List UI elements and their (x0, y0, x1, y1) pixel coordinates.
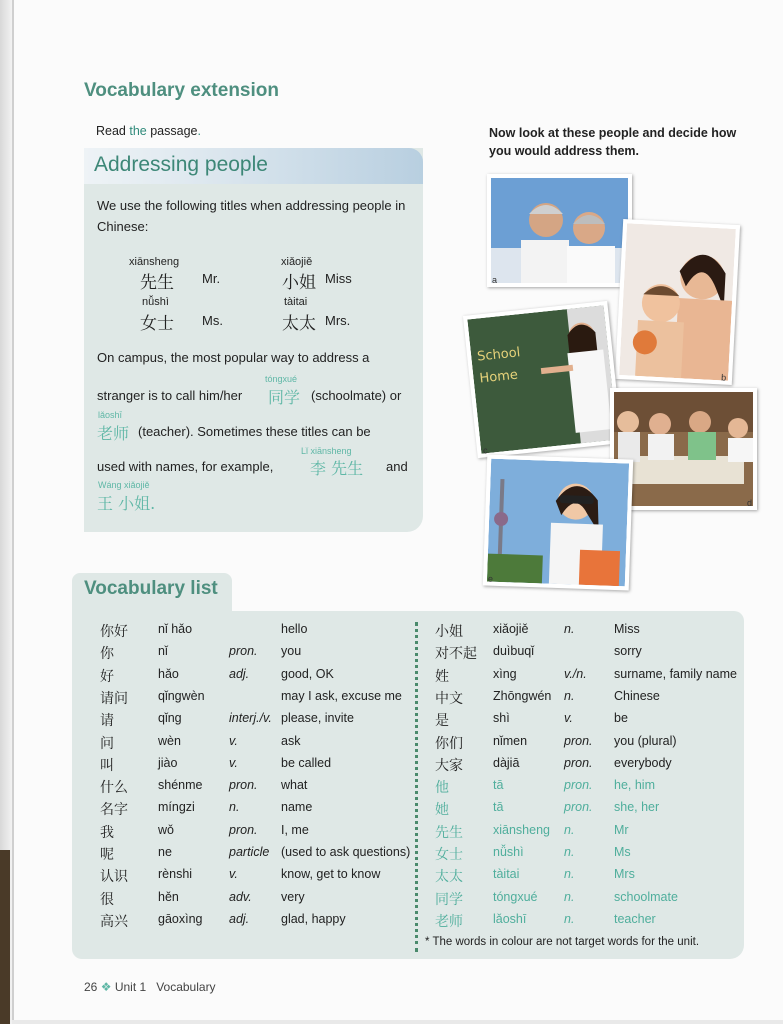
vocab-english: teacher (614, 911, 656, 926)
vocab-english: I, me (281, 822, 309, 837)
photo-b-image (619, 223, 736, 383)
vocab-english: be called (281, 755, 332, 770)
vocab-hanzi: 同学 (435, 891, 463, 908)
photo-c (463, 301, 622, 458)
blackboard-word: School (476, 345, 522, 365)
vocab-hanzi: 请 (100, 713, 114, 730)
vocab-english: what (281, 778, 308, 793)
vocab-pinyin: tā (493, 800, 504, 815)
vocab-row (435, 845, 765, 867)
title-hanzi: 先生 (140, 273, 174, 293)
page-footer (84, 980, 216, 994)
vocab-pos: adv. (229, 889, 252, 904)
vocab-english: Mr (614, 822, 629, 837)
vocab-row (100, 845, 430, 867)
title-english: Mrs. (325, 313, 351, 328)
vocab-english: you (281, 644, 302, 659)
vocab-row (435, 823, 765, 845)
vocab-english: he, him (614, 778, 655, 793)
photo-label: a (492, 275, 498, 285)
vocab-pinyin: shì (493, 711, 510, 726)
title-hanzi: 太太 (282, 314, 316, 334)
vocab-hanzi: 中文 (435, 690, 463, 707)
vocab-hanzi: 什么 (100, 780, 128, 797)
vocab-pos: n. (564, 688, 575, 703)
vocab-english: Chinese (614, 688, 660, 703)
vocab-hanzi: 他 (435, 780, 449, 797)
title-hanzi: 小姐 (282, 273, 316, 293)
vocab-row (435, 756, 765, 778)
vocab-pos: adj. (229, 666, 250, 681)
photo-c-image (467, 305, 617, 454)
vocab-pos: n. (564, 822, 575, 837)
vocab-pinyin: tàitai (493, 867, 520, 882)
vocab-english: schoolmate (614, 889, 678, 904)
vocab-hanzi: 你 (100, 646, 114, 663)
vocab-hanzi: 是 (435, 713, 449, 730)
vocab-pinyin: wǒ (158, 822, 174, 837)
photo-label: b (720, 372, 727, 383)
vocab-pinyin: nǐ (158, 644, 168, 659)
vocab-english: ask (281, 733, 301, 748)
vocab-hanzi: 姓 (435, 668, 449, 685)
vocab-pos: pron. (229, 822, 258, 837)
vocab-hanzi: 小姐 (435, 624, 463, 640)
vocab-row (100, 800, 430, 822)
passage-line: (schoolmate) or (311, 388, 402, 403)
vocab-hanzi: 先生 (435, 824, 463, 841)
vocab-hanzi: 问 (100, 735, 114, 752)
li-hanzi: 李 先生 (310, 459, 364, 478)
vocab-pos: pron. (229, 644, 258, 659)
vocab-row (100, 890, 430, 912)
li-pinyin: Lǐ xiānsheng (301, 446, 352, 456)
vocab-hanzi: 女士 (435, 847, 463, 863)
vocab-hanzi: 很 (100, 891, 114, 908)
passage-line: stranger is to call him/her (97, 388, 243, 403)
vocab-english: hello (281, 622, 308, 636)
vocab-hanzi: 名字 (100, 802, 128, 819)
vocab-pos: v. (229, 733, 238, 748)
read-instruction (96, 124, 201, 138)
vocab-row (100, 778, 430, 800)
vocab-english: glad, happy (281, 911, 346, 926)
vocab-pinyin: hěn (158, 889, 179, 904)
vocab-english: Miss (614, 622, 640, 636)
photo-label: e (487, 573, 494, 584)
vocab-row (435, 890, 765, 912)
read-period: . (197, 124, 201, 138)
vocab-pos: pron. (229, 778, 258, 793)
title-pinyin: xiānsheng (129, 256, 180, 268)
title-english: Ms. (202, 313, 223, 328)
colour-note: * The words in colour are not target words for the unit. (425, 936, 700, 948)
laoshi-pinyin: lǎoshī (98, 410, 123, 420)
vocab-pinyin: ne (158, 845, 172, 859)
vocab-pinyin: jiào (158, 755, 178, 770)
vocab-row (435, 689, 765, 711)
vocabulary-title: Vocabulary list (84, 578, 218, 599)
vocab-hanzi: 大家 (435, 757, 463, 774)
vocab-row (100, 644, 430, 666)
look-instruction: Now look at these people and decide how you would address them. (489, 126, 737, 158)
vocab-english: know, get to know (281, 867, 381, 882)
vocab-hanzi: 太太 (435, 869, 463, 886)
vocab-hanzi: 请问 (100, 690, 128, 707)
vocab-pinyin: tā (493, 778, 504, 793)
vocab-hanzi: 你好 (100, 624, 128, 640)
vocab-hanzi: 叫 (100, 757, 114, 774)
tongxue-hanzi: 同学 (268, 388, 301, 407)
photo-a (487, 174, 632, 287)
photo-b (615, 219, 740, 385)
vocab-pinyin: rènshi (158, 867, 193, 882)
vocab-row (100, 667, 430, 689)
vocab-row (435, 711, 765, 733)
vocab-hanzi: 好 (100, 668, 114, 685)
vocab-english: good, OK (281, 666, 334, 681)
mother-child-image (619, 223, 736, 383)
vocab-pos: pron. (564, 778, 593, 793)
photo-e-image (487, 459, 629, 587)
tongxue-pinyin: tóngxué (265, 374, 298, 384)
vocab-pos: v. (564, 711, 573, 726)
vocab-pinyin: shénme (158, 778, 203, 793)
vocab-pinyin: xìng (493, 666, 517, 681)
vocab-english: please, invite (281, 711, 354, 726)
photo-d-image (614, 392, 753, 506)
vocab-row (100, 734, 430, 756)
vocab-row (435, 622, 765, 644)
vocab-pos: interj./v. (229, 711, 272, 726)
title-english: Mr. (202, 271, 221, 286)
read-mid: passage (146, 124, 198, 138)
blackboard-word: Home (478, 367, 519, 387)
vocab-pos: n. (564, 845, 575, 859)
vocab-pinyin: míngzi (158, 800, 195, 815)
vocab-pos: n. (564, 889, 575, 904)
read-accent: the (129, 124, 147, 138)
vocab-row (435, 778, 765, 800)
title-pinyin: xiǎojiě (281, 256, 313, 268)
vocab-pinyin: qǐng (158, 711, 182, 726)
vocab-pinyin: qǐngwèn (158, 688, 205, 703)
vocab-pinyin: nǚshì (493, 845, 524, 859)
title-pinyin: tàitai (284, 296, 308, 308)
vocab-english: Mrs (614, 867, 635, 882)
vocab-pinyin: Zhōngwén (493, 688, 552, 703)
vocab-pinyin: duìbuqǐ (493, 644, 535, 659)
vocab-english: name (281, 800, 313, 815)
vocab-row (435, 912, 765, 934)
students-image (614, 392, 753, 506)
vocab-hanzi: 她 (435, 802, 449, 819)
vocab-row (100, 912, 430, 934)
vocab-english: very (281, 889, 305, 904)
vocab-pinyin: xiānsheng (493, 822, 550, 837)
vocab-english: Ms (614, 845, 631, 859)
vocab-hanzi: 呢 (100, 847, 114, 863)
book-edge (0, 850, 10, 1024)
vocab-english: everybody (614, 755, 672, 770)
vocab-pos: particle (229, 845, 270, 859)
vocab-row (100, 711, 430, 733)
vocab-english: you (plural) (614, 733, 677, 748)
vocab-hanzi: 认识 (100, 869, 128, 886)
vocab-pos: n. (229, 800, 240, 815)
vocab-row (435, 800, 765, 822)
vocab-pos: n. (564, 867, 575, 882)
vocab-pos: adj. (229, 911, 250, 926)
vocab-row (435, 667, 765, 689)
vocab-pos: pron. (564, 733, 593, 748)
photo-e (483, 454, 633, 590)
title-hanzi: 女士 (140, 314, 174, 334)
vocab-hanzi: 我 (100, 824, 114, 841)
vocab-pos: v./n. (564, 666, 587, 681)
vocab-english: surname, family name (614, 666, 737, 681)
vocab-pinyin: lǎoshī (493, 911, 527, 926)
vocab-row (100, 823, 430, 845)
footer-unit: Unit 1 (114, 980, 147, 994)
vocab-pinyin: xiǎojiě (493, 622, 529, 636)
vocab-pinyin: gāoxìng (158, 911, 203, 926)
vocab-row (100, 622, 430, 644)
passage-line: used with names, for example, (97, 459, 274, 474)
laoshi-hanzi: 老师 (97, 424, 130, 443)
page-number: 26 (84, 980, 98, 994)
wang-pinyin: Wáng xiǎojiě (98, 480, 150, 490)
teacher-image (467, 305, 617, 454)
vocab-row (435, 734, 765, 756)
vocab-english: (used to ask questions) (281, 845, 411, 859)
vocab-row (435, 644, 765, 666)
vocab-row (100, 867, 430, 889)
title-pinyin: nǚshì (142, 296, 169, 308)
elderly-couple-image (491, 178, 628, 283)
shopping-woman-image (487, 459, 629, 587)
addressing-title: Addressing people (94, 153, 268, 176)
vocab-hanzi: 对不起 (435, 646, 477, 663)
vocab-english: be (614, 711, 628, 726)
vocab-pos: pron. (564, 800, 593, 815)
vocab-hanzi: 高兴 (100, 913, 128, 930)
leaf-icon: ❖ (100, 980, 112, 994)
vocab-english: she, her (614, 800, 660, 815)
vocab-english: sorry (614, 644, 642, 659)
passage-line: (teacher). Sometimes these titles can be (138, 424, 371, 439)
vocab-pos: v. (229, 755, 238, 770)
vocab-pos: n. (564, 911, 575, 926)
photo-label: c (482, 445, 489, 456)
footer-section: Vocabulary (156, 980, 216, 994)
vocab-pos: v. (229, 867, 238, 882)
vocab-row (100, 689, 430, 711)
vocab-hanzi: 老师 (435, 913, 463, 930)
wang-hanzi: 王 小姐. (97, 494, 156, 513)
addressing-intro: We use the following titles when addressing people in Chinese: (97, 198, 406, 234)
photo-label: d (746, 498, 752, 508)
vocab-pos: pron. (564, 755, 593, 770)
read-prefix: Read (96, 124, 130, 138)
vocab-pinyin: hǎo (158, 666, 179, 681)
vocab-hanzi: 你们 (435, 735, 463, 752)
photo-a-image (491, 178, 628, 283)
vocab-pinyin: dàjiā (493, 755, 520, 770)
passage-line: On campus, the most popular way to address a (97, 350, 370, 365)
vocab-pos: n. (564, 622, 575, 636)
section-title: Vocabulary extension (84, 80, 279, 101)
vocab-english: may I ask, excuse me (281, 688, 402, 703)
title-english: Miss (325, 271, 352, 286)
vocab-pinyin: tóngxué (493, 889, 538, 904)
vocab-pinyin: nǐmen (493, 733, 528, 748)
vocab-pinyin: wèn (158, 733, 181, 748)
passage-line: and (386, 459, 408, 474)
vocab-pinyin: nǐ hǎo (158, 622, 193, 636)
vocab-row (100, 756, 430, 778)
vocab-row (435, 867, 765, 889)
